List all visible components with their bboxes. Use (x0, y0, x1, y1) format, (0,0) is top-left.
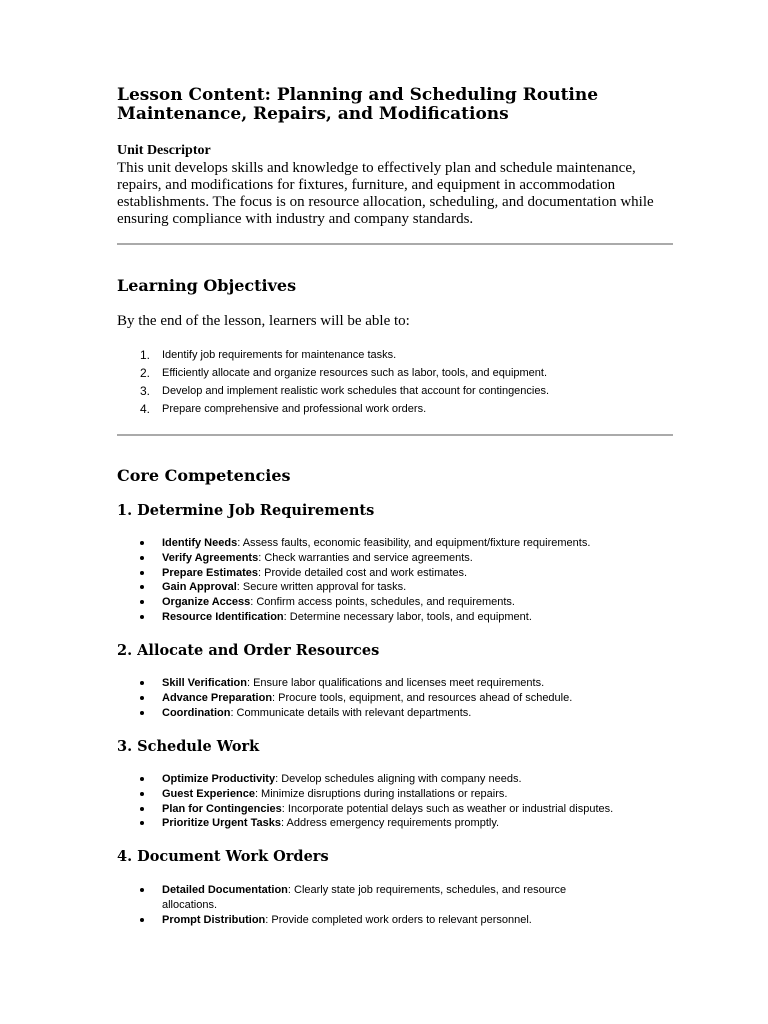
list-item-number: 1. (140, 348, 151, 362)
item-description: : Develop schedules aligning with company needs. (275, 773, 522, 785)
list-item (117, 383, 677, 401)
learning-objectives-heading: Learning Objectives (117, 276, 297, 295)
item-term: Organize Access (162, 596, 251, 609)
bullet-icon (140, 711, 144, 715)
item-term: Verify Agreements (162, 551, 259, 564)
list-item (117, 401, 677, 419)
item-term: Plan for Contingencies (162, 802, 282, 815)
item-description: : Ensure labor qualifications and licenses meet requirements. (246, 677, 545, 689)
bullet-icon (140, 615, 144, 619)
core-competencies-heading: Core Competencies (117, 466, 291, 485)
bullet-icon (140, 696, 144, 700)
item-description: : Secure written approval for tasks. (236, 581, 407, 594)
item-description: : Communicate details with relevant departments. (230, 706, 472, 719)
list-item (117, 365, 677, 383)
list-item (117, 787, 677, 802)
list-item (117, 676, 677, 691)
item-term: Guest Experience (162, 787, 255, 800)
item-term: Coordination (162, 706, 231, 719)
list-item (117, 595, 677, 610)
list-item-text: Identify job requirements for maintenance tasks. (162, 349, 397, 361)
item-description: : Provide detailed cost and work estimates. (258, 566, 468, 579)
bullet-icon (140, 888, 144, 892)
bullet-list (117, 676, 677, 720)
item-term: Optimize Productivity (162, 773, 276, 785)
list-item (117, 347, 677, 365)
bullet-icon (140, 777, 144, 781)
item-description: : Provide completed work orders to relevant personnel. (265, 913, 532, 926)
bullet-icon (140, 571, 144, 575)
item-term: Prioritize Urgent Tasks (162, 817, 281, 830)
item-term: Gain Approval (162, 581, 237, 594)
bullet-icon (140, 792, 144, 796)
list-item-text: Prepare comprehensive and professional work orders. (162, 403, 427, 415)
list-item (117, 610, 677, 625)
item-description: : Procure tools, equipment, and resources ahead of schedule. (272, 691, 573, 704)
section-heading-schedule-work: 3. Schedule Work (117, 738, 260, 755)
list-item (117, 706, 677, 721)
list-item (117, 566, 677, 581)
list-item-text: Efficiently allocate and organize resources such as labor, tools, and equipment. (162, 367, 548, 379)
item-description: : Incorporate potential delays such as weather or industrial disputes. (281, 802, 614, 815)
section-heading-allocate-and-order-resources: 2. Allocate and Order Resources (117, 642, 380, 659)
bullet-icon (140, 585, 144, 589)
list-item-text: Develop and implement realistic work schedules that account for contingencies. (162, 385, 550, 397)
item-term: Identify Needs (162, 537, 238, 549)
item-description: : Assess faults, economic feasibility, and equipment/fixture requirements. (237, 537, 591, 549)
bullet-icon (140, 918, 144, 922)
item-term: Detailed Documentation (162, 884, 288, 896)
item-term: Skill Verification (162, 677, 247, 689)
list-item (117, 913, 677, 928)
item-term: Prompt Distribution (162, 913, 266, 926)
item-description: : Address emergency requirements promptly. (281, 817, 500, 830)
bullet-icon (140, 681, 144, 685)
item-term: Advance Preparation (162, 691, 273, 704)
list-item-number: 3. (140, 384, 151, 398)
bullet-list (117, 536, 677, 625)
horizontal-divider (117, 243, 673, 245)
page-title: Lesson Content: Planning and Scheduling Routine Maintenance, Repairs, and Modifications (117, 85, 599, 124)
bullet-icon (140, 600, 144, 604)
bullet-icon (140, 541, 144, 545)
learning-objectives-list (117, 347, 677, 419)
list-item (117, 551, 677, 566)
learning-objectives-intro: By the end of the lesson, learners will be able to: (117, 313, 410, 329)
item-description: : Check warranties and service agreements. (258, 551, 473, 564)
unit-descriptor-text: This unit develops skills and knowledge to effectively plan and schedule maintenance, repairs, and modifications for fixtures, furniture, and equipment in accommodation establishments. The focus is on resource allocation, scheduling, and documentation while ensuring compliance with industry and company standards. (117, 160, 654, 227)
list-item (117, 883, 677, 913)
item-description: : Minimize disruptions during installations or repairs. (254, 787, 508, 800)
list-item-number: 2. (140, 366, 151, 380)
item-description: : Confirm access points, schedules, and requirements. (250, 596, 515, 609)
list-item (117, 691, 677, 706)
list-item (117, 536, 677, 551)
bullet-icon (140, 807, 144, 811)
horizontal-divider (117, 434, 673, 436)
item-term: Resource Identification (162, 610, 284, 623)
section-heading-determine-job-requirements: 1. Determine Job Requirements (117, 502, 375, 519)
list-item (117, 802, 677, 817)
unit-descriptor-label: Unit Descriptor (117, 143, 211, 158)
item-term: Prepare Estimates (162, 566, 258, 579)
bullet-list (117, 883, 677, 927)
list-item (117, 772, 677, 787)
item-description: : Determine necessary labor, tools, and equipment. (283, 610, 532, 623)
bullet-icon (140, 556, 144, 560)
section-heading-document-work-orders: 4. Document Work Orders (117, 848, 329, 865)
list-item (117, 816, 677, 831)
list-item (117, 580, 677, 595)
bullet-list (117, 772, 677, 831)
item-description: : Clearly state job requirements, schedules, and resource allocations. (162, 884, 567, 911)
bullet-icon (140, 821, 144, 825)
list-item-number: 4. (140, 402, 151, 416)
